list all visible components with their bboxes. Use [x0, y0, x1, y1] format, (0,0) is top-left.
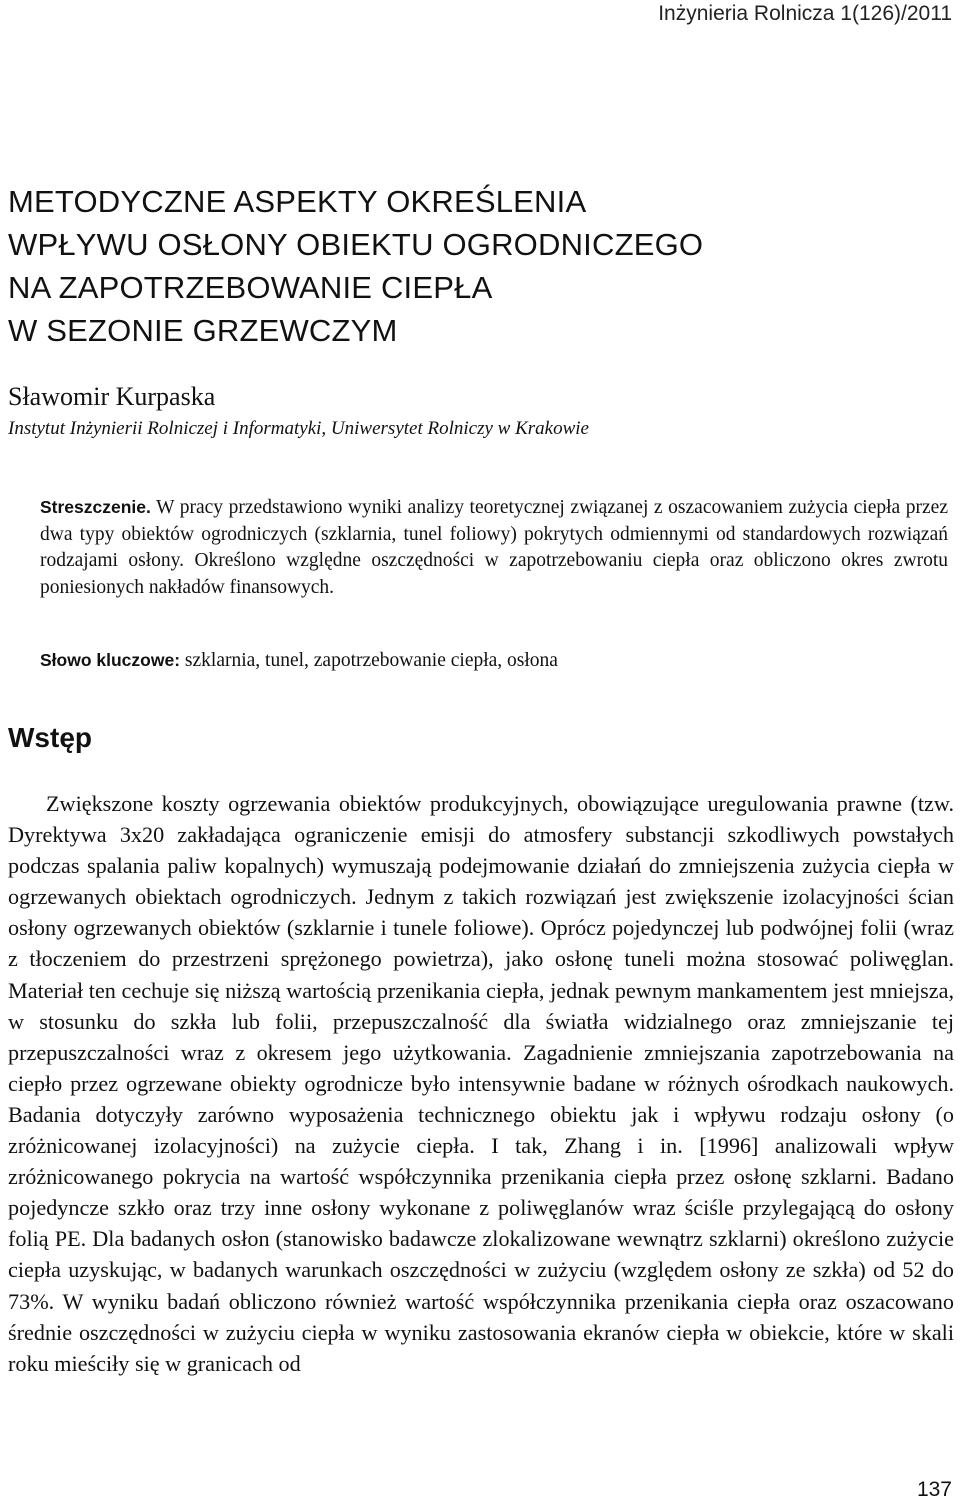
title-line: WPŁYWU OSŁONY OBIEKTU OGRODNICZEGO	[8, 227, 704, 262]
title-line: NA ZAPOTRZEBOWANIE CIEPŁA	[8, 270, 493, 305]
keywords-text: szklarnia, tunel, zapotrzebowanie ciepła, osłona	[184, 650, 558, 671]
journal-header: Inżynieria Rolnicza 1(126)/2011	[658, 2, 952, 25]
page-number: 137	[916, 1478, 952, 1501]
abstract	[40, 494, 948, 601]
title-line: METODYCZNE ASPEKTY OKREŚLENIA	[8, 184, 587, 219]
author-name: Sławomir Kurpaska	[8, 382, 216, 411]
article-title	[8, 180, 703, 352]
abstract-text: W pracy przedstawiono wyniki analizy teoretycznej związanej z oszacowaniem zużycia ciepła przez dwa typy obiektów ogrodniczych (szklarnia, tunel foliowy) pokrytych odmiennymi od standardowych rozwiązań rodzajami osłony. Określono względne oszczędności w zapotrzebowaniu ciepła oraz obliczono okres zwrotu poniesionych nakładów finansowych.	[40, 497, 948, 598]
keywords	[40, 650, 558, 672]
title-line: W SEZONIE GRZEWCZYM	[8, 313, 398, 348]
section-heading: Wstęp	[8, 722, 92, 753]
body-paragraph: Zwiększone koszty ogrzewania obiektów produkcyjnych, obowiązujące uregulowania prawne (tzw. Dyrektywa 3x20 zakładająca ograniczenie emisji do atmosfery substancji szkodliwych powstałych podczas spalania paliw kopalnych) wymuszają podejmowanie działań do zmniejszenia zużycia ciepła w ogrzewanych obiektach ogrodniczych. Jednym z takich rozwiązań jest zwiększenie izolacyjności ścian osłony ogrzewanych obiektów (szklarnie i tunele foliowe). Oprócz pojedynczej lub podwójnej folii (wraz z tłoczeniem do przestrzeni sprężonego powietrza), jako osłonę tuneli można stosować poliwęglan. Materiał ten cechuje się niższą wartością przenikania ciepła, jednak pewnym mankamentem jest mniejsza, w stosunku do szkła lub folii, przepuszczalność dla światła widzialnego oraz zmniejszanie tej przepuszczalności wraz z okresem jego użytkowania. Zagadnienie zmniejszania zapotrzebowania na ciepło przez ogrzewane obiekty ogrodnicze było intensywnie badane w różnych ośrodkach naukowych. Badania dotyczyły zarówno wyposażenia technicznego obiektu jak i wpływu rodzaju osłony (o zróżnicowanej izolacyjności) na zużycie ciepła. I tak, Zhang i in. [1996] analizowali wpływ zróżnicowanego pokrycia na wartość współczynnika przenikania ciepła przez osłonę szklarni. Badano pojedyncze szkło oraz trzy inne osłony wykonane z poliwęglanów wraz ściśle przylegającą do osłony folią PE. Dla badanych osłon (stanowisko badawcze zlokalizowane wewnątrz szklarni) określono zużycie ciepła uzyskując, w badanych warunkach oszczędności w zużyciu (względem osłony ze szkła) od 52 do 73%. W wyniku badań obliczono również wartość współczynnika przenikania ciepła oraz oszacowano średnie oszczędności w zużyciu ciepła w wyniku zastosowania ekranów ciepła w obiekcie, które w skali roku mieściły się w granicach od	[8, 791, 954, 1376]
keywords-label: Słowo kluczowe:	[40, 650, 181, 670]
abstract-label: Streszczenie.	[40, 497, 151, 517]
author-affiliation: Instytut Inżynierii Rolniczej i Informatyki, Uniwersytet Rolniczy w Krakowie	[8, 418, 589, 439]
